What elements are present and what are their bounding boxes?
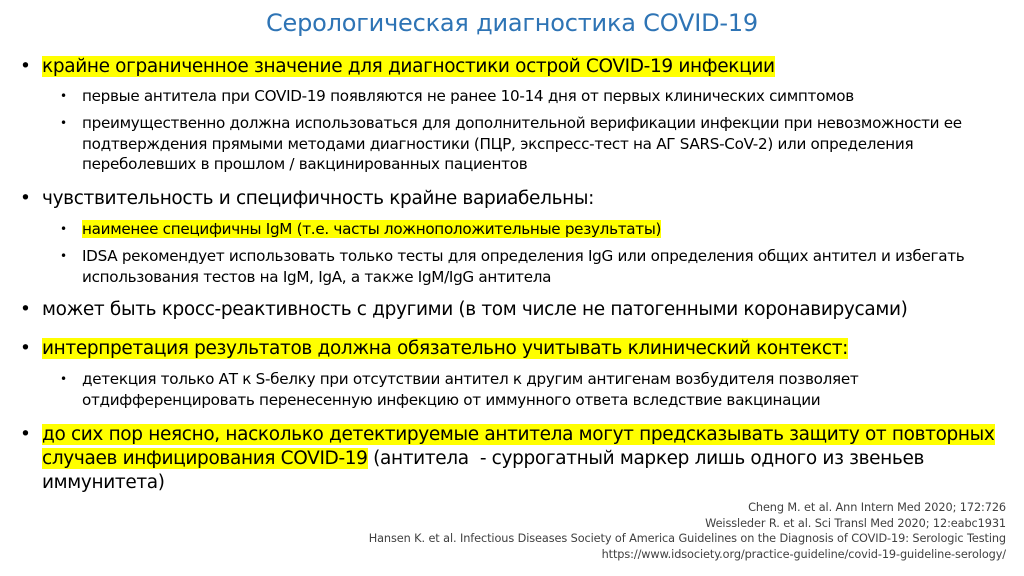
bullet-item-4 bbox=[20, 337, 1000, 361]
bullet-item-5 bbox=[20, 423, 1000, 495]
bullet-item-1 bbox=[20, 55, 1000, 79]
sub-item-2-2 bbox=[60, 246, 1000, 287]
sub-item-1-2-text: преимущественно должна использоваться для дополнительной верификации инфекции при невозможности ее подтверждения прямыми методами диагностики (ПЦР, экспресс-тест на АГ SARS-CoV-2) или определения переболевших в прошлом / вакцинированных пациентов bbox=[82, 114, 962, 173]
bullet-item-4-text: интерпретация результатов должна обязательно учитывать клинический контекст: bbox=[42, 338, 849, 359]
bullet-icon: • bbox=[60, 89, 67, 103]
reference-2: Weissleder R. et al. Sci Transl Med 2020; 12:eabc1931 bbox=[705, 516, 1006, 530]
bullet-icon: • bbox=[20, 299, 31, 320]
sub-item-2-1 bbox=[60, 219, 1000, 240]
reference-1: Cheng M. et al. Ann Intern Med 2020; 172:726 bbox=[748, 501, 1006, 514]
sub-item-2-1-text: наименее специфичны IgM (т.е. часты ложноположительные результаты) bbox=[82, 220, 662, 238]
sub-item-1-2 bbox=[60, 113, 1000, 175]
bullet-item-2 bbox=[20, 187, 1000, 211]
references bbox=[369, 500, 1006, 562]
bullet-icon: • bbox=[20, 424, 31, 445]
reference-3: Hansen K. et al. Infectious Diseases Society of America Guidelines on the Diagnosis of COVID-19: Serologic Testing bbox=[368, 532, 1006, 545]
bullet-icon: • bbox=[20, 56, 31, 77]
bullet-icon: • bbox=[20, 338, 31, 359]
reference-4: https://www.idsociety.org/practice-guideline/covid-19-guideline-serology/ bbox=[601, 547, 1006, 561]
sub-item-1-1-text: первые антитела при COVID-19 появляются не ранее 10-14 дня от первых клинических симптомов bbox=[82, 87, 854, 105]
sub-item-4-1 bbox=[60, 369, 1000, 410]
bullet-item-2-text: чувствительность и специфичность крайне вариабельны: bbox=[42, 188, 595, 209]
bullet-item-3 bbox=[20, 298, 1000, 322]
bullet-icon: • bbox=[60, 249, 67, 263]
bullet-icon: • bbox=[60, 372, 67, 386]
bullet-icon: • bbox=[20, 188, 31, 209]
sub-item-1-1 bbox=[60, 86, 1000, 107]
sub-item-4-1-text: детекция только АТ к S-белку при отсутствии антител к другим антигенам возбудителя позволяет отдифференцировать перенесенную инфекцию от иммунного ответа вследствие вакцинации bbox=[82, 370, 859, 409]
slide-title: Серологическая диагностика COVID-19 bbox=[266, 9, 758, 37]
bullet-item-1-text: крайне ограниченное значение для диагностики острой COVID-19 инфекции bbox=[42, 56, 775, 77]
bullet-item-5-plain-text: (антитела - суррогатный маркер лишь одного из звеньев иммунитета) bbox=[42, 448, 930, 493]
bullet-icon: • bbox=[60, 116, 67, 130]
bullet-icon: • bbox=[60, 222, 67, 236]
sub-item-2-2-text: IDSA рекомендует использовать только тесты для определения IgG или определения общих антител и избегать использования тестов на IgM, IgA, а также IgM/IgG антитела bbox=[82, 247, 965, 286]
bullet-item-5-highlighted-text: до сих пор неясно, насколько детектируемые антитела могут предсказывать защиту от повторных случаев инфицирования COVID-19 bbox=[42, 424, 995, 469]
bullet-item-3-text: может быть кросс-реактивность с другими (в том числе не патогенными коронавирусами) bbox=[42, 299, 908, 320]
